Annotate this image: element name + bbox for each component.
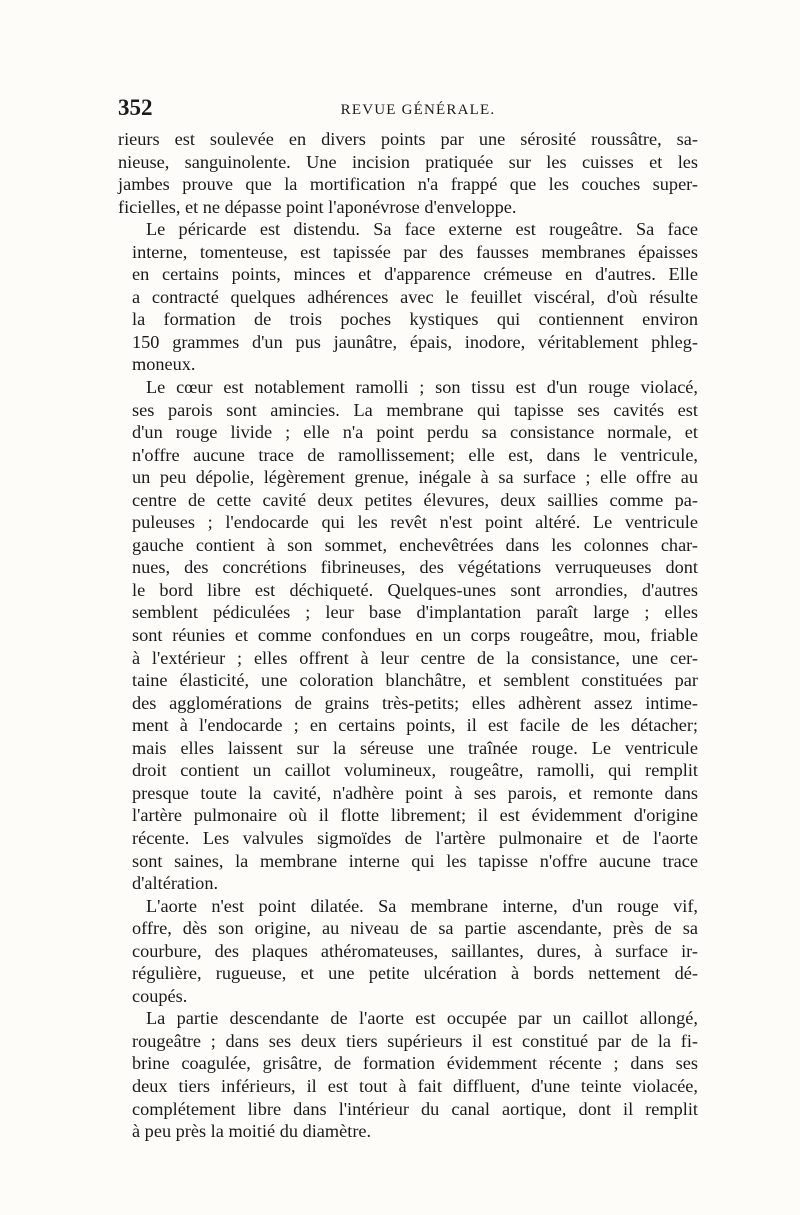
- text-line: ficielles, et ne dépasse point l'aponévrose d'enveloppe.: [118, 196, 517, 217]
- paragraph: [118, 218, 698, 376]
- text-line: moneux.: [132, 354, 196, 375]
- text-line: rieurs est soulevée en divers points par une sérosité roussâtre, sa-: [118, 129, 698, 149]
- text-line: d'un rouge livide ; elle n'a point perdu sa consistance normale, et: [132, 422, 698, 443]
- text-line: nieuse, sanguinolente. Une incision pratiquée sur les cuisses et les: [118, 151, 698, 172]
- paragraph: [118, 128, 698, 218]
- text-line: récente. Les valvules sigmoïdes de l'artère pulmonaire et de l'aorte: [132, 827, 698, 848]
- paragraph: [118, 376, 698, 895]
- text-line: des agglomérations de grains très-petits; elles adhèrent assez intime-: [132, 692, 698, 713]
- text-line: Le péricarde est distendu. Sa face externe est rougeâtre. Sa face: [146, 219, 698, 240]
- text-line: gauche contient à son sommet, enchevêtrées dans les colonnes char-: [132, 534, 698, 555]
- text-line: en certains points, minces et d'apparence crémeuse en d'autres. Elle: [132, 264, 698, 285]
- paragraph: [118, 1007, 698, 1142]
- text-line: droit contient un caillot volumineux, rougeâtre, ramolli, qui remplit: [132, 760, 698, 781]
- text-line: à peu près la moitié du diamètre.: [132, 1121, 372, 1142]
- text-line: d'altération.: [132, 873, 219, 894]
- paragraph: [118, 895, 698, 1008]
- text-line: courbure, des plaques athéromateuses, saillantes, dures, à surface ir-: [132, 940, 698, 961]
- text-line: un peu dépolie, légèrement grenue, inégale à sa surface ; elle offre au: [132, 467, 698, 488]
- text-line: à l'extérieur ; elles offrent à leur centre de la consistance, une cer-: [132, 647, 698, 668]
- text-line: n'offre aucune trace de ramollissement; elle est, dans le ventricule,: [132, 444, 698, 465]
- text-line: mais elles laissent sur la séreuse une traînée rouge. Le ventricule: [132, 737, 698, 758]
- text-line: Le cœur est notablement ramolli ; son tissu est d'un rouge violacé,: [146, 377, 698, 398]
- body-text: [118, 128, 698, 1143]
- text-line: presque toute la cavité, n'adhère point à ses parois, et remonte dans: [132, 782, 698, 803]
- running-title: REVUE GÉNÉRALE.: [340, 102, 496, 118]
- text-line: semblent pédiculées ; leur base d'implantation paraît large ; elles: [132, 602, 698, 623]
- text-line: régulière, rugueuse, et une petite ulcération à bords nettement dé-: [132, 963, 698, 984]
- text-line: sont réunies et comme confondues en un corps rougeâtre, mou, friable: [132, 625, 698, 646]
- text-line: centre de cette cavité deux petites élevures, deux saillies comme pa-: [132, 489, 698, 510]
- text-line: a contracté quelques adhérences avec le feuillet viscéral, d'où résulte: [132, 286, 698, 307]
- page-number: 352: [118, 95, 153, 120]
- page-header: [118, 95, 698, 123]
- text-line: ment à l'endocarde ; en certains points, il est facile de les détacher;: [132, 715, 698, 736]
- text-line: l'artère pulmonaire où il flotte librement; il est évidemment d'origine: [132, 805, 698, 826]
- text-line: L'aorte n'est point dilatée. Sa membrane interne, d'un rouge vif,: [146, 895, 698, 916]
- text-line: complétement libre dans l'intérieur du canal aortique, dont il remplit: [132, 1098, 698, 1119]
- text-line: jambes prouve que la mortification n'a frappé que les couches super-: [118, 174, 698, 195]
- text-line: coupés.: [132, 985, 188, 1006]
- text-line: ses parois sont amincies. La membrane qui tapisse ses cavités est: [132, 399, 698, 420]
- text-line: La partie descendante de l'aorte est occupée par un caillot allongé,: [146, 1008, 698, 1029]
- text-line: brine coagulée, grisâtre, de formation évidemment récente ; dans ses: [132, 1053, 698, 1074]
- text-line: puleuses ; l'endocarde qui les revêt n'est point altéré. Le ventricule: [132, 512, 698, 533]
- text-line: nues, des concrétions fibrineuses, des végétations verruqueuses dont: [132, 557, 698, 578]
- text-line: interne, tomenteuse, est tapissée par des fausses membranes épaisses: [132, 241, 698, 262]
- text-line: 150 grammes d'un pus jaunâtre, épais, inodore, véritablement phleg-: [132, 331, 698, 352]
- text-line: taine élasticité, une coloration blanchâtre, et semblent constituées par: [132, 670, 698, 691]
- text-line: la formation de trois poches kystiques qui contiennent environ: [132, 309, 698, 330]
- text-line: sont saines, la membrane interne qui les tapisse n'offre aucune trace: [132, 850, 698, 871]
- text-line: deux tiers inférieurs, il est tout à fait diffluent, d'une teinte violacée,: [132, 1075, 698, 1096]
- text-line: offre, dès son origine, au niveau de sa partie ascendante, près de sa: [132, 918, 698, 939]
- text-line: rougeâtre ; dans ses deux tiers supérieurs il est constitué par de la fi-: [132, 1030, 698, 1051]
- text-line: le bord libre est déchiqueté. Quelques-unes sont arrondies, d'autres: [132, 579, 698, 600]
